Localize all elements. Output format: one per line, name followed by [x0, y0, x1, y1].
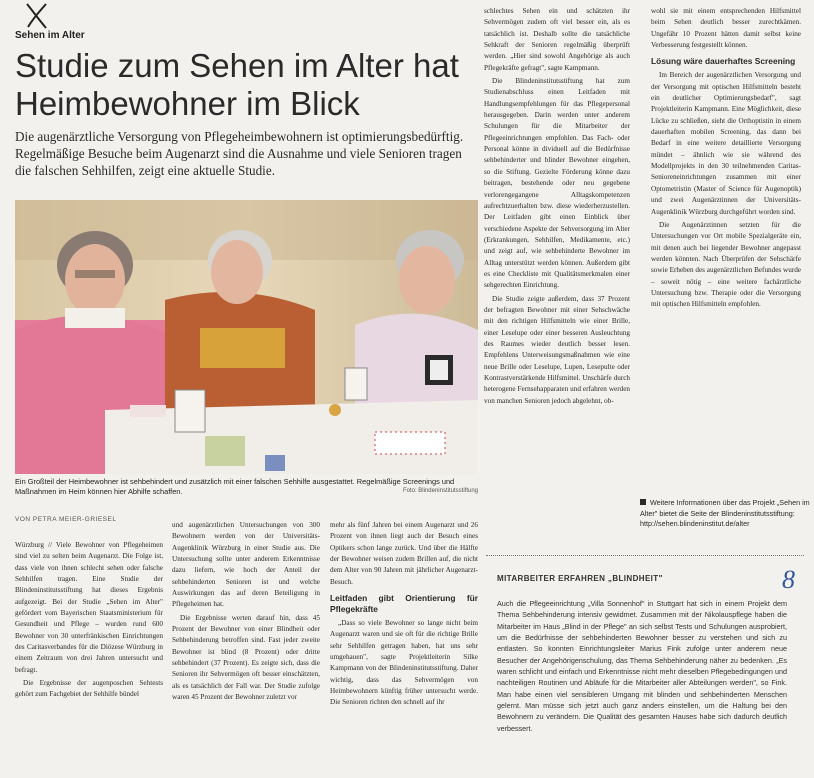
article-column-4 [484, 6, 630, 409]
paragraph: Die Ergebnisse werten darauf hin, dass 45 Prozent der Bewohner von einer Blindheit oder Sehbehinderung betroffen sind. Fast jeder zweite Bewohner ist blind (8 Prozent) oder dritte sehbehindert (37 Prozent). Es zeigte sich, dass die Senioren ihr Sehvermögen oft besser einschätzten, als es tatsächlich der Fall war. Der Studie zufolge waren 45 Prozent der Bewohner zuletzt vor [172, 613, 320, 702]
paragraph: Die Augenärztinnen setzten für die Untersuchungen vor Ort mobile Spezialgeräte ein, mit denen auch bei liegender Bewohner angepasst werden könnten. Nach Überprüfen der Sehschärfe sowie Erheben des augenärztlichen Befundes wurde – soweit nötig – eine weitere fachärztliche Untersuchung bzw. Therapie oder die Versorgung mit optischen Hilfsmitteln empfohlen. [651, 220, 801, 309]
paragraph: Die Studie zeigte außerdem, dass 37 Prozent der befragten Bewohner mit einer Sehschwäche mit den richtigen Hilfsmitteln wie einer Brille, einer Leselupe oder einer besseren Ausleuchtung des Raumes wieder deutlich besser lesen. Empfehlens Unterweisungsmaßnahmen wie eine neue Brille oder Leselupe, Lupen, Lesepulte oder Kontrastverstärkende Hilfsmittel. Unschärfe durch heterogene Fernsehapparaten und erfahren werden von manchen Senioren jedoch abgelehnt, ob- [484, 294, 630, 405]
paragraph: Die Ergebnisse der augenposchen Sehtests gehört zum Fachgebiet der Sehhilfe bündel [15, 679, 163, 699]
paragraph: und augenärztlichen Untersuchungen von 300 Bewohnern werden von der Universitäts-Augenklinik Würzburg in einer Studie aus. Die Untersuchung sollte unter anderem Erkenntnisse dazu liefern, wie hoch der Anteil der sehbehinderten Senioren ist und welche Auswirkungen das auf deren Beteiligung in Pflegeheimen hat. [172, 521, 320, 609]
paragraph: „Dass so viele Bewohner so lange nicht beim Augenarzt waren und sie oft für die richtige Brille sehr Sehhilfen getragen haben, hat uns sehr umgehauen", sagte Projektleiterin Silke Kampmann von der Blindeninstitutsstiftung. Daher wichtig, dass das Sehvermögen von Heimbewohnern künftig früher untersucht werde. Die Senioren richten den schnell auf ihr [330, 619, 478, 707]
article-column-3 [330, 520, 478, 711]
info-link[interactable] [640, 498, 812, 530]
paragraph: Die Blindeninstitutsstiftung hat zum Studienabschluss einen Leitfaden mit Handlungsempfehlungen für das Pflegepersonal herausgegeben. Darin werden unter anderem Schulungen für die Mitarbeiter der Pflegeeinrichtungen empfohlen. Das Fach- oder Personal könne in dividuell auf die Bedürfnisse sehbehinderter und blinder Bewohner eingehen, so die Stiftung. Gezielte Förderung könne dazu beitragen, bestehende oder neu gegebene verlorengegangene Alltagskompetenzen aufrechtzuerhalten bzw. diese wiederherzustellen. Der Leitfaden gibt einen Einblick über verschiedene Aspekte der Sehversorgung im Alter (Erkrankungen, Sehhilfen, Medikamente, etc.) und zeigt auf, wie sehbehinderte Bewohner im Alltag unterstützt werden können. Außerdem gibt es eine Checkliste mit Qualitätsmerkmalen einer sehgerechten Einrichtung. [484, 77, 630, 290]
magazine-logo-icon [24, 2, 50, 30]
info-link-text[interactable]: Weitere Informationen über das Projekt „Sehen im Alter" bietet die Seite der Blindeninstitutsstiftung: http://sehen.blindeninstitut.de/alter [640, 498, 810, 528]
paragraph: Würzburg // Viele Bewohner von Pflegeheimen sind viel zu selten beim Augenarzt. Die Folge ist, dass viele von ihnen schlecht sehen oder falsche Sehhilfen tragen. Eine Studie der Blindeninstitutsstiftung hat dieses Ergebnis aufgezeigt. Bei der Studie „Sehen im Alter" gefördert vom Bayerischen Staatsministerium für Gesundheit und Pflege – wurden rund 600 Bewohner von 30 unterfränkischen Einrichtungen des Caritasverbandes für die Diözese Würzburg in einem Zeitraum von drei Jahren untersucht und befragt. [15, 541, 163, 674]
paragraph: mehr als fünf Jahren bei einem Augenarzt und 26 Prozent von ihnen liegt auch der Besuch eines Optikers schon lange zurück. Und über die Hälfte der Bewohner weisen zudem Brillen auf, die nicht dem Alter von 90 Jahren mit jährlicher Augenarzt-Besuch. [330, 521, 478, 586]
paragraph: wohl sie mit einem entsprechenden Hilfsmittel beim Sehen deutlich besser zurechtkämen. Ungefähr 10 Prozent hätten damit selbst keine Verbesserung festgestellt können. [651, 7, 801, 50]
subheading: Leitfaden gibt Orientierung für Pflegekräfte [330, 593, 478, 615]
article-column-1 [15, 540, 163, 703]
article-photo [15, 200, 478, 474]
bullet-square-icon [640, 499, 646, 505]
box-text: Auch die Pflegeeinrichtung „Villa Sonnenhof" in Stuttgart hat sich in einem Projekt dem Thema Sehbehinderung intensiv gewidmet. Zusammen mit der Nikolauspflege haben die Mitarbeiter im Haus „Blind in der Pflege" an sich selbst Tests und Schulungen ausprobiert, um die Bedürfnisse der sehbehinderten Bewohner besser zu verstehen und sich zu entlasten. So konnten Einrichtungsleiter Marius Fink zufolge unter anderem neue Besucher der Angehörigenschulung, das Thema Sehbehinderung näher zu bedenken. „Es waren schlicht und einfach und Erkenntnisse nicht mehr dieselben Pflegebedingungen und nachteiligen Routinen und Abläufe für die Mitarbeiter aller Abteilungen werden", so Fink. Man habe einen viel sensibleren Umgang mit blinden und sehbehinderten Menschen gelernt. Man müsse sich jetzt auch ganz anders einstellen, um die Haltung bei den Bewohnern zu verändern. Die Qualität des gesamten Hauses habe sich dadurch deutlich verbessert. [497, 599, 787, 733]
paragraph: Im Bereich der augenärztlichen Versorgung und der Versorgung mit optischen Hilfsmitteln besteht ein deutlicher Optimierungsbedarf", sagt Projektleiterin Kampmann. Eine Möglichkeit, diese Lücke zu schließen, sieht die Orthoptistin in einem dauerhaften mobilen Screening, das dann bei Bedarf in eine weitere detaillierte Versorgung mündet – ähnlich wie sie während des Modellprojekts in den 30 teilnehmenden Caritas-Senioreneinrichtungen zusammen mit einer Optometristin (Master of Science für Augenoptik) und zwei Augenärztinnen der Universitäts-Augenklinik Würzburg durchgeführt worden sind. [651, 71, 801, 216]
article-column-2 [172, 520, 320, 706]
box-title: MITARBEITER ERFAHREN „BLINDHEIT" [497, 574, 663, 583]
page-number-mark: 8 [782, 565, 795, 594]
box-divider [486, 555, 804, 556]
article-lead: Die augenärztliche Versorgung von Pflegeheimbewohnern ist optimierungsbedürftig. Regelmäßige Besuche beim Augenarzt sind die Ausnahme und viele Senioren tragen die falschen Sehhilfen, zeigt eine aktuelle Studie. [15, 129, 464, 178]
article-byline: VON PETRA MEIER-GRIESEL [15, 516, 117, 523]
section-rubric: Sehen im Alter [15, 30, 85, 41]
subheading: Lösung wäre dauerhaftes Screening [651, 56, 796, 67]
photo-caption: Ein Großteil der Heimbewohner ist sehbehindert und zusätzlich mit einer falschen Sehhilfe ausgestattet. Regelmäßige Screenings und Maßnahmen im Heim können hier Abhilfe schaffen. [15, 477, 455, 496]
photo-credit: Foto: Blindeninstitutsstiftung [402, 488, 478, 494]
article-column-5 [651, 6, 801, 313]
paragraph: schlechtes Sehen ein und schätzten ihr Sehvermögen zudem oft viel besser ein, als es tatsächlich ist. Deshalb sollte die tatsächliche Sehkraft der Senioren regelmäßig überprüft werden. „Hier sind sowohl Angehörige als auch Pflegekräfte gefragt", sagte Kampmann. [484, 7, 630, 72]
article-headline: Studie zum Sehen im Alter hat Heimbewohner im Blick [15, 47, 459, 122]
